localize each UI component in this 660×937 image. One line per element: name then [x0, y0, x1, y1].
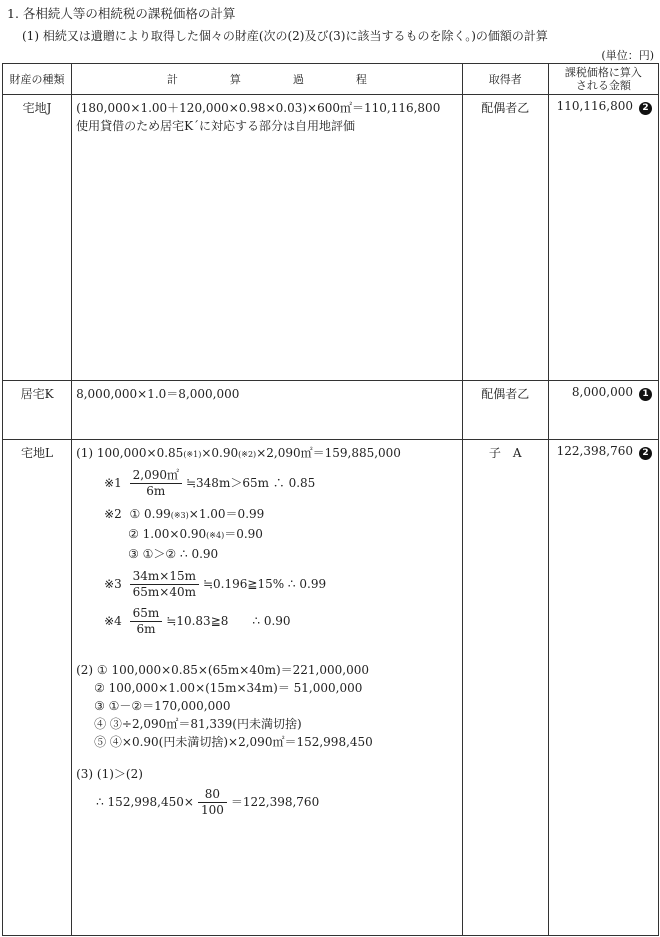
- header-calc: 計 算 過 程: [72, 64, 463, 95]
- note-2: ※2 ① 0.99(※3)×1.00＝0.99: [104, 507, 265, 521]
- subsection-title: (1) 相続又は遺贈により取得した個々の財産(次の(2)及び(3)に該当するものを除く。)の価額の計算: [22, 29, 548, 43]
- table-header-row: [3, 64, 659, 95]
- amount-cell: [548, 381, 658, 440]
- property-type: 宅地L: [3, 440, 72, 936]
- note-2-line: ③ ①＞② ∴ 0.90: [128, 547, 219, 561]
- calc-line: 8,000,000×1.0＝8,000,000: [76, 387, 240, 401]
- header-type: 財産の種類: [3, 64, 72, 95]
- fraction: $\frac{34m\times 15m}{65m\times 40m}$: [130, 569, 199, 600]
- property-type: 居宅K: [3, 381, 72, 440]
- note-1: ※1 $\frac{2,090㎡}{6m}$ ≒348m＞65m ∴ 0.85: [104, 468, 316, 498]
- property-type: 宅地J: [3, 95, 72, 381]
- calc-process: [72, 95, 463, 381]
- unit-label: (単位：円): [601, 49, 654, 62]
- valuation-table: [2, 63, 659, 936]
- acquirer: 配偶者乙: [462, 95, 548, 381]
- fraction: $\frac{80}{100}$: [198, 787, 227, 818]
- table-row: [3, 95, 659, 381]
- header-acquirer: 取得者: [462, 64, 548, 95]
- number-badge: 1: [639, 388, 652, 401]
- amount-value: 122,398,760: [556, 444, 633, 458]
- number-badge: 2: [639, 447, 652, 460]
- calc-process: [72, 381, 463, 440]
- fraction: $\frac{2,090㎡}{6m}$: [130, 468, 182, 499]
- calc-line: (2) ① 100,000×0.85×(65m×40m)＝221,000,000: [76, 663, 369, 677]
- table-row: [3, 381, 659, 440]
- calc-line: ⑤ ④×0.90(円未満切捨)×2,090㎡＝152,998,450: [94, 735, 373, 749]
- amount-cell: [548, 440, 658, 936]
- calc-line: (180,000×1.00＋120,000×0.98×0.03)×600㎡＝110,116,800: [76, 101, 441, 115]
- acquirer: 配偶者乙: [462, 381, 548, 440]
- note-2-line: ② 1.00×0.90(※4)＝0.90: [128, 527, 263, 541]
- calc-line: (1) 100,000×0.85(※1)×0.90(※2)×2,090㎡＝159,885,000: [76, 446, 401, 460]
- note-4: ※4 $\frac{65m}{6m}$ ≒10.83≧8 ∴ 0.90: [104, 606, 291, 636]
- note-3: ※3 $\frac{34m\times 15m}{65m\times 40m}$ ≒0.196≧15% ∴ 0.99: [104, 569, 327, 599]
- section-title: 1. 各相続人等の相続税の課税価格の計算: [7, 6, 236, 21]
- amount-value: 8,000,000: [571, 385, 633, 399]
- calc-line: 使用貸借のため居宅K´に対応する部分は自用地評価: [76, 119, 356, 133]
- table-row: [3, 440, 659, 936]
- calc-line: (3) (1)＞(2): [76, 767, 143, 781]
- calc-process: [72, 440, 463, 936]
- calc-line: ④ ③÷2,090㎡＝81,339(円未満切捨): [94, 717, 302, 731]
- calc-line: ∴ 152,998,450× $\frac{80}{100}$ ＝122,398,760: [96, 787, 320, 817]
- acquirer: 子 A: [462, 440, 548, 936]
- amount-value: 110,116,800: [556, 99, 633, 113]
- fraction: $\frac{65m}{6m}$: [130, 606, 163, 637]
- amount-cell: [548, 95, 658, 381]
- header-amount: 課税価格に算入 される金額: [548, 64, 658, 95]
- calc-line: ② 100,000×1.00×(15m×34m)＝ 51,000,000: [94, 681, 363, 695]
- calc-line: ③ ①－②＝170,000,000: [94, 699, 231, 713]
- number-badge: 2: [639, 102, 652, 115]
